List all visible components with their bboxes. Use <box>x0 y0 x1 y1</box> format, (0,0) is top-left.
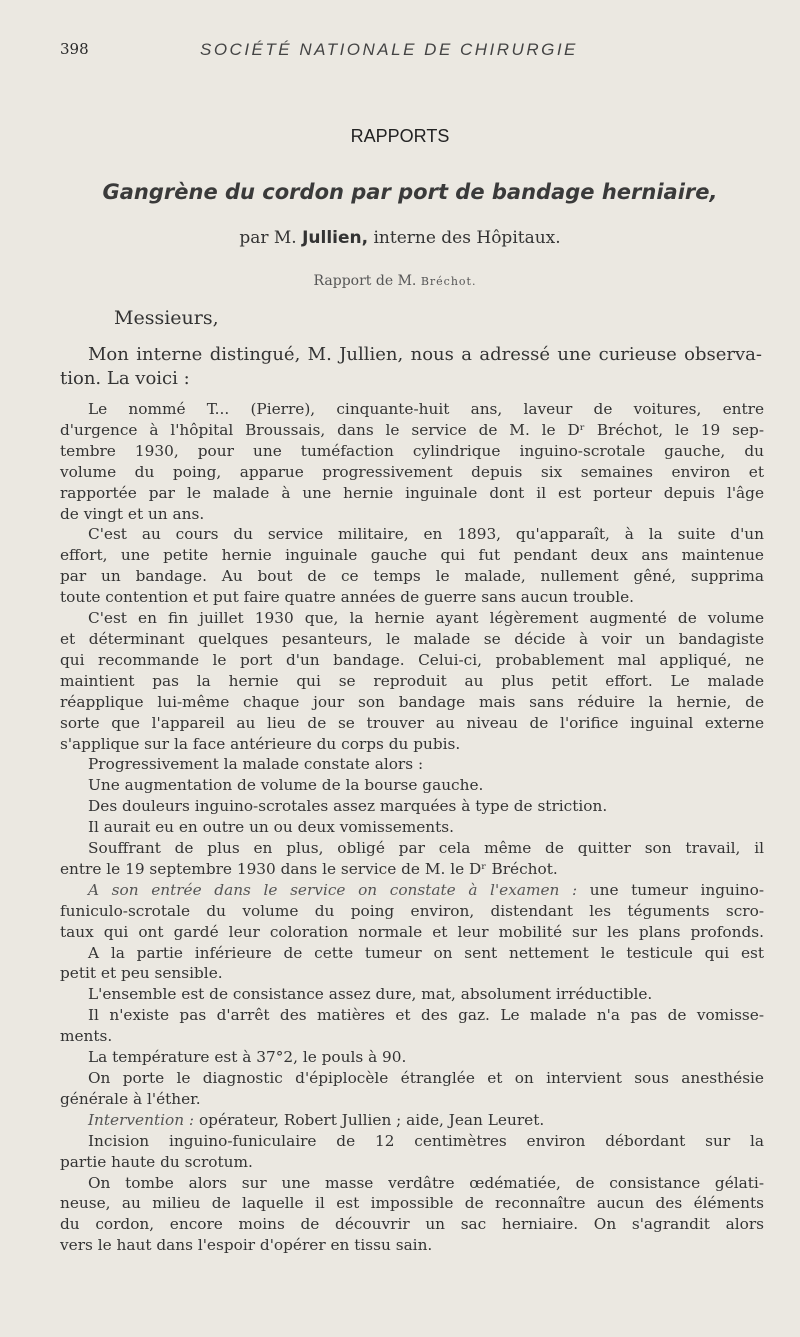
body-line: La température est à 37°2, le pouls à 90. <box>88 1048 407 1067</box>
byline-prefix: par M. <box>239 228 297 248</box>
body-line: Progressivement la malade constate alors : <box>88 755 424 774</box>
body-line: effort, une petite hernie inguinale gauche qui fut pendant deux ans maintenue <box>60 546 764 565</box>
body-line: Il aurait eu en outre un ou deux vomissements. <box>88 818 455 837</box>
body-line: On tombe alors sur une masse verdâtre œdématiée, de consistance gélati- <box>88 1173 764 1192</box>
body-line: ments. <box>60 1027 113 1046</box>
report-prefix: Rapport de M. <box>313 273 417 289</box>
byline <box>0 228 800 248</box>
body-line: taux qui ont gardé leur coloration normale et leur mobilité sur les plans profonds. <box>60 922 764 941</box>
line-text: une tumeur inguino- <box>589 880 764 899</box>
body-line: neuse, au milieu de laquelle il est impossible de reconnaître aucun des éléments <box>60 1194 764 1213</box>
body-line: L'ensemble est de consistance assez dure, mat, absolument irréductible. <box>88 985 653 1004</box>
body-line: Le nommé T... (Pierre), cinquante-huit ans, laveur de voitures, entre <box>88 400 764 418</box>
byline-suffix: interne des Hôpitaux. <box>373 228 561 248</box>
body-line: de vingt et un ans. <box>60 504 205 523</box>
intro-paragraph <box>60 343 762 391</box>
article-title: Gangrène du cordon par port de bandage herniaire, <box>102 180 718 204</box>
body-line <box>60 1110 764 1131</box>
body-line: vers le haut dans l'espoir d'opérer en tissu sain. <box>60 1236 433 1255</box>
body-line: Une augmentation de volume de la bourse gauche. <box>88 776 484 795</box>
body-line: d'urgence à l'hôpital Broussais, dans le service de M. le Dʳ Bréchot, le 19 sep- <box>60 420 764 439</box>
body-line: entre le 19 septembre 1930 dans le service de M. le Dʳ Bréchot. <box>60 859 558 878</box>
body-line: funiculo-scrotale du volume du poing environ, distendant les téguments scro- <box>60 901 764 920</box>
line-text: opérateur, Robert Jullien ; aide, Jean Leuret. <box>198 1110 545 1129</box>
body-line: A la partie inférieure de cette tumeur on sent nettement le testicule qui est <box>88 943 764 962</box>
body-line: générale à l'éther. <box>60 1089 201 1108</box>
running-header: SOCIÉTÉ NATIONALE DE CHIRURGIE <box>200 40 578 59</box>
body-line: réapplique lui-même chaque jour son bandage mais sans réduire la hernie, de <box>60 692 764 711</box>
body-line: C'est en fin juillet 1930 que, la hernie ayant légèrement augmenté de volume <box>88 609 764 628</box>
report-attribution <box>0 273 790 289</box>
body-line: du cordon, encore moins de découvrir un sac herniaire. On s'agrandit alors <box>60 1215 764 1234</box>
italic-lead: A son entrée dans le service on constate à l'examen : <box>88 880 590 899</box>
section-heading: RAPPORTS <box>350 126 450 146</box>
intro-line: Mon interne distingué, M. Jullien, nous a adressé une curieuse observa- <box>88 344 762 365</box>
body-line: Il n'existe pas d'arrêt des matières et des gaz. Le malade n'a pas de vomisse- <box>88 1006 764 1025</box>
page-number: 398 <box>60 40 89 58</box>
body-line: On porte le diagnostic d'épiplocèle étranglée et on intervient sous anesthésie <box>88 1069 764 1087</box>
body-line: par un bandage. Au bout de ce temps le malade, nullement gêné, supprima <box>60 567 764 586</box>
body-line: C'est au cours du service militaire, en 1893, qu'apparaît, à la suite d'un <box>88 525 764 544</box>
body-line: rapportée par le malade à une hernie inguinale dont il est porteur depuis l'âge <box>60 483 764 502</box>
body-line: sorte que l'appareil au lieu de se trouver au niveau de l'orifice inguinal externe <box>60 713 764 732</box>
body-line: et déterminant quelques pesanteurs, le malade se décide à voir un bandagiste <box>60 629 764 648</box>
report-author: Bréchot. <box>420 275 477 288</box>
intro-line: tion. La voici : <box>60 368 190 389</box>
body-line: toute contention et put faire quatre années de guerre sans aucun trouble. <box>60 588 635 607</box>
body-line: tembre 1930, pour une tuméfaction cylindrique inguino-scrotale gauche, du <box>60 441 764 460</box>
body-line: s'applique sur la face antérieure du corps du pubis. <box>60 734 461 753</box>
body-line: Incision inguino-funiculaire de 12 centimètres environ débordant sur la <box>88 1131 764 1150</box>
author-name: Jullien, <box>302 228 369 248</box>
body-line: maintient pas la hernie qui se reproduit au plus petit effort. Le malade <box>60 671 764 690</box>
body-line: Souffrant de plus en plus, obligé par cela même de quitter son travail, il <box>88 839 764 858</box>
salutation: Messieurs, <box>114 307 219 329</box>
body-line: volume du poing, apparue progressivement depuis six semaines environ et <box>60 462 764 481</box>
body-line: petit et peu sensible. <box>60 964 223 983</box>
body-line: Des douleurs inguino-scrotales assez marquées à type de striction. <box>88 797 608 816</box>
italic-lead: Intervention : <box>88 1110 199 1129</box>
body-line <box>60 880 764 901</box>
body-line: qui recommande le port d'un bandage. Celui-ci, probablement mal appliqué, ne <box>60 650 764 669</box>
article-body <box>60 399 764 1256</box>
body-line: partie haute du scrotum. <box>60 1152 253 1171</box>
